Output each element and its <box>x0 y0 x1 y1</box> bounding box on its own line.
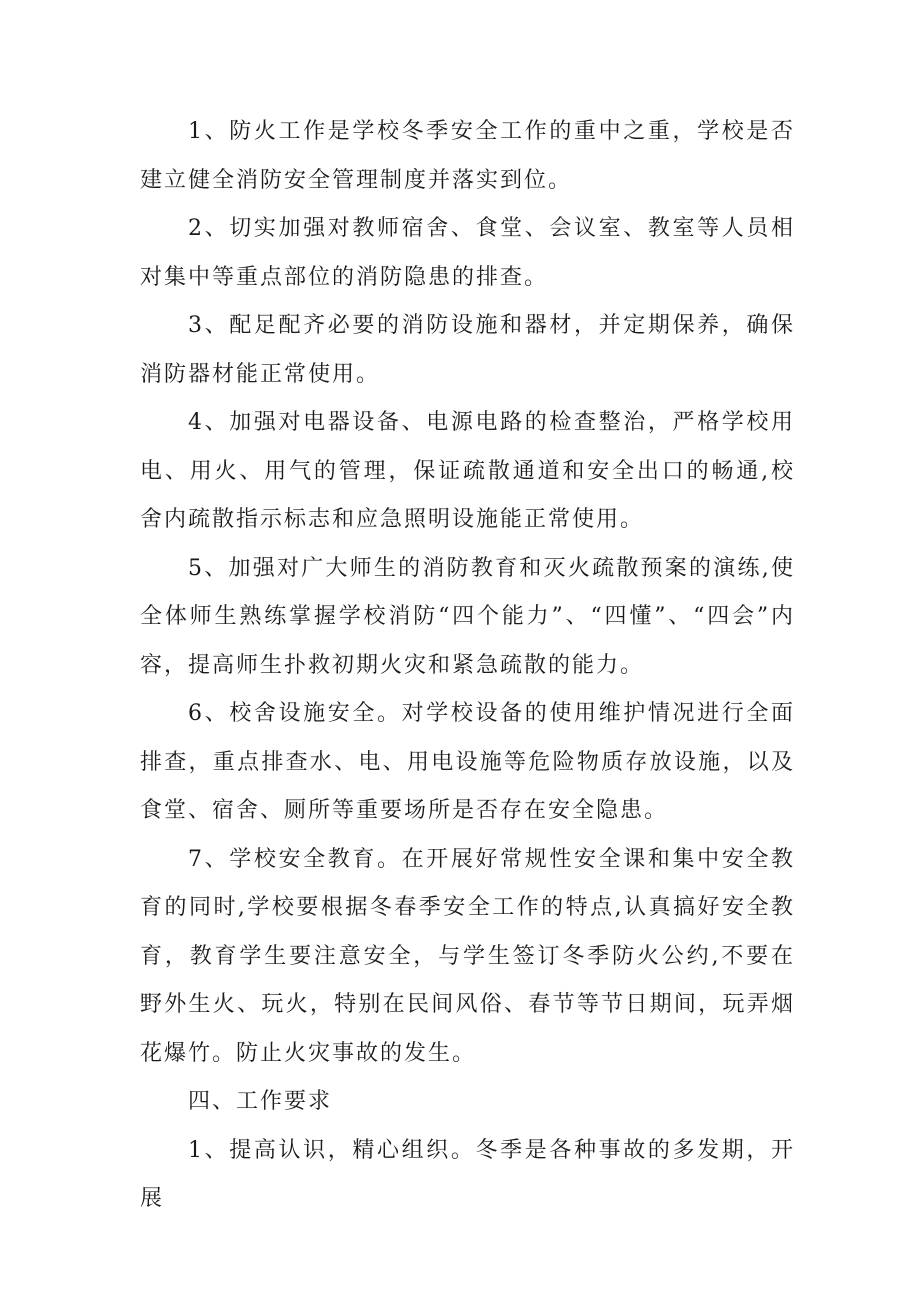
paragraph-electrical-safety: 4、加强对电器设备、电源电路的检查整治，严格学校用电、用火、用气的管理，保证疏散通道和安全出口的畅通,校舍内疏散指示标志和应急照明设施能正常使用。 <box>140 410 795 532</box>
paragraph-hazard-inspection: 2、切实加强对教师宿舍、食堂、会议室、教室等人员相对集中等重点部位的消防隐患的排查。 <box>140 216 795 290</box>
paragraph-raise-awareness: 1、提高认识，精心组织。冬季是各种事故的多发期，开展 <box>140 1137 795 1211</box>
document-body <box>140 108 795 1224</box>
paragraph-safety-education: 7、学校安全教育。在开展好常规性安全课和集中安全教育的同时,学校要根据冬春季安全工作的特点,认真搞好安全教育，教育学生要注意安全，与学生签订冬季防火公约,不要在野外生火、玩火，特别在民间风俗、春节等节日期间，玩弄烟花爆竹。防止火灾事故的发生。 <box>140 846 795 1066</box>
paragraph-fire-education: 5、加强对广大师生的消防教育和灭火疏散预案的演练,使全体师生熟练掌握学校消防“四个能力”、“四懂”、“四会”内容，提高师生扑救初期火灾和紧急疏散的能力。 <box>140 555 795 678</box>
paragraph-fire-equipment: 3、配足配齐必要的消防设施和器材，并定期保养，确保消防器材能正常使用。 <box>140 313 795 387</box>
section-heading-work-requirements: 四、工作要求 <box>188 1089 333 1114</box>
paragraph-fire-prevention: 1、防火工作是学校冬季安全工作的重中之重，学校是否建立健全消防安全管理制度并落实到位。 <box>140 119 795 193</box>
paragraph-facility-safety: 6、校舍设施安全。对学校设备的使用维护情况进行全面排查，重点排查水、电、用电设施等危险物质存放设施，以及食堂、宿舍、厕所等重要场所是否存在安全隐患。 <box>140 701 795 823</box>
